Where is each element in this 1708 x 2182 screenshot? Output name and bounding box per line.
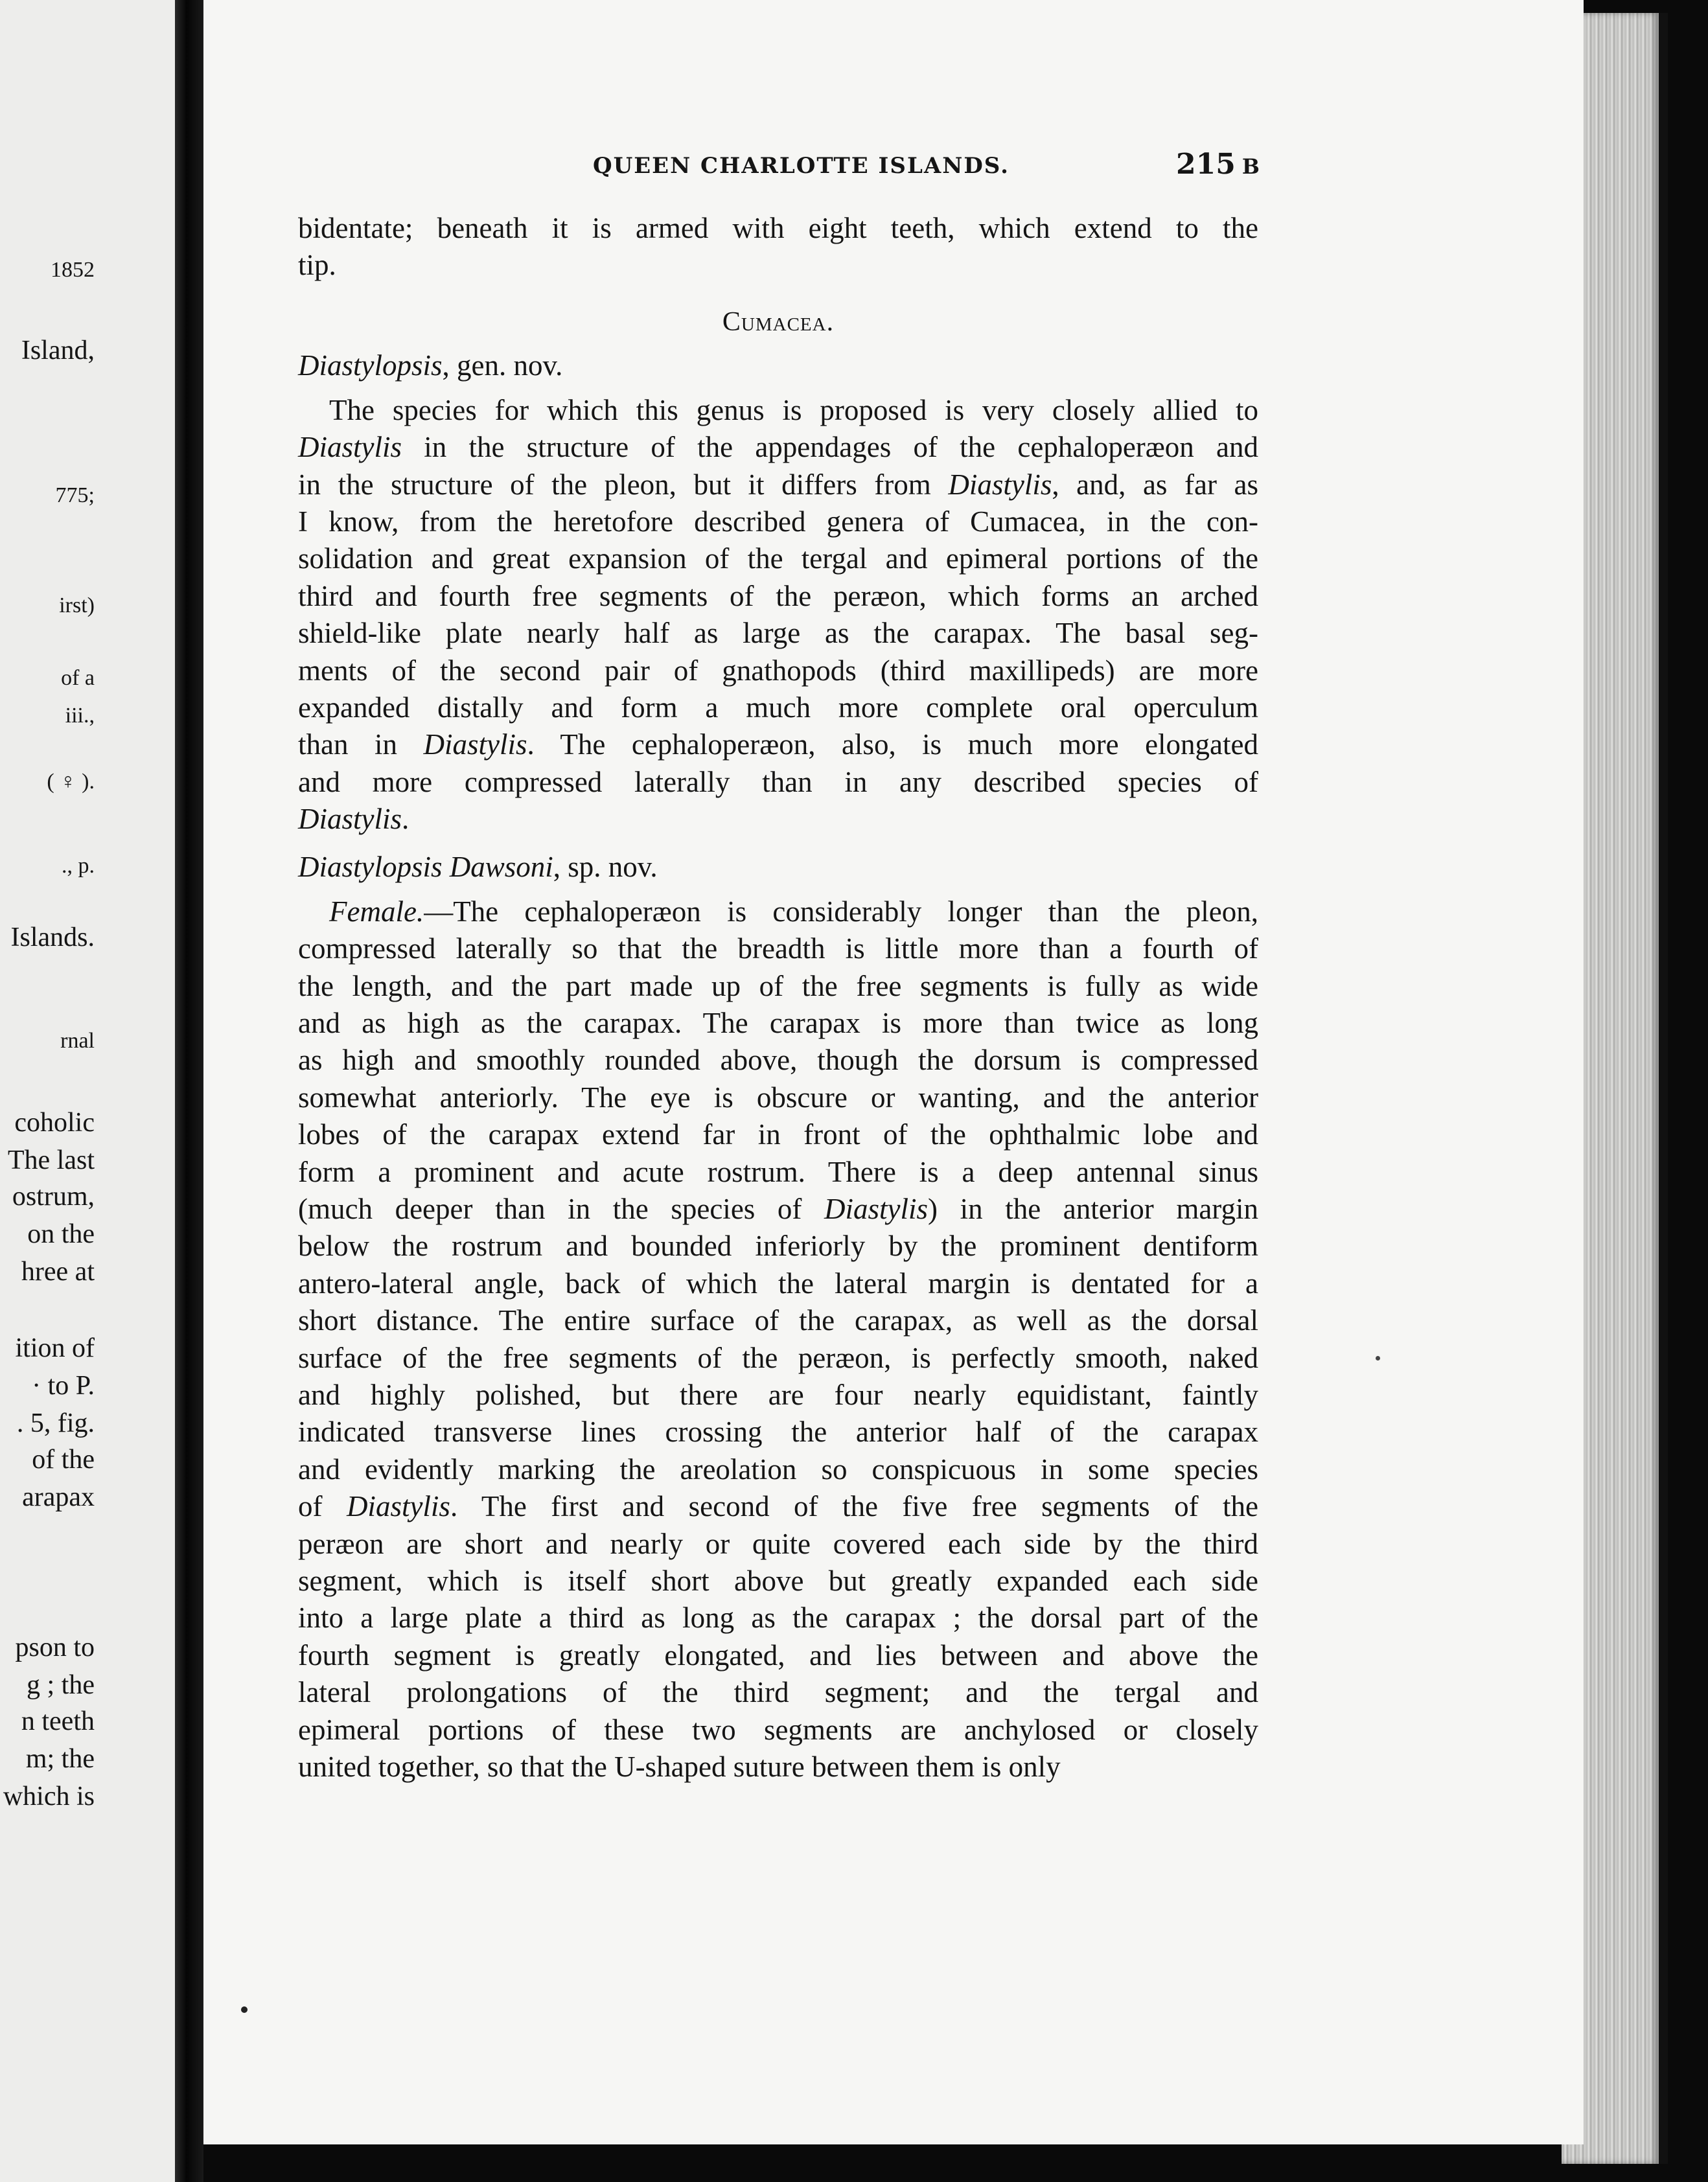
- genus-paragraph: [298, 392, 1258, 838]
- facing-page-text-fragment: of the: [32, 1445, 95, 1475]
- facing-page-text-fragment: n teeth: [21, 1706, 95, 1736]
- text-line: (much deeper than in the species of Diastylis) in the anterior margin: [298, 1192, 1258, 1225]
- text-column: [298, 210, 1258, 1786]
- facing-page-text-fragment: irst): [59, 593, 95, 617]
- text-line: and as high as the carapax. The carapax is more than twice as long: [298, 1006, 1258, 1039]
- text-line: and more compressed laterally than in any described species of: [298, 765, 1258, 798]
- text-line: somewhat anteriorly. The eye is obscure or wanting, and the anterior: [298, 1081, 1258, 1114]
- text-line: bidentate; beneath it is armed with eight teeth, which extend to the: [298, 212, 1258, 244]
- text-line: of Diastylis. The first and second of the five free segments of the: [298, 1490, 1258, 1523]
- text-line: epimeral portions of these two segments are anchylosed or closely: [298, 1713, 1258, 1746]
- text-line: antero-lateral angle, back of which the lateral margin is dentated for a: [298, 1267, 1258, 1300]
- text-line: third and fourth free segments of the peræon, which forms an arched: [298, 579, 1258, 612]
- text-line: into a large plate a third as long as the carapax ; the dorsal part of the: [298, 1602, 1258, 1635]
- text-line: The species for which this genus is proposed is very closely allied to: [329, 393, 1258, 426]
- ink-speck: [1376, 1356, 1380, 1361]
- facing-page-text-fragment: ition of: [15, 1333, 95, 1363]
- text-line: Diastylis in the structure of the appendages of the cephaloperæon and: [298, 431, 1258, 464]
- facing-page-text-fragment: iii.,: [65, 704, 95, 728]
- facing-page-text-fragment: g ; the: [27, 1670, 95, 1700]
- facing-page-text-fragment: 1852: [51, 258, 95, 282]
- text-line: Female.—The cephaloperæon is considerably longer than the pleon,: [329, 895, 1258, 928]
- book-gutter: [175, 0, 203, 2182]
- text-line: compressed laterally so that the breadth is little more than a fourth of: [298, 932, 1258, 965]
- facing-page-fragment: [0, 0, 175, 2182]
- text-line: lobes of the carapax extend far in front of the ophthalmic lobe and: [298, 1118, 1258, 1151]
- ink-speck: [241, 2006, 248, 2013]
- genus-heading: [298, 347, 1258, 384]
- facing-page-text-fragment: ostrum,: [12, 1182, 95, 1212]
- text-line: ments of the second pair of gnathopods (third maxillipeds) are more: [298, 654, 1258, 687]
- text-line: united together, so that the U-shaped suture between them is only: [298, 1751, 1061, 1784]
- species-heading: [298, 849, 1258, 886]
- page-number: [1176, 148, 1260, 181]
- text-line: I know, from the heretofore described genera of Cumacea, in the con-: [298, 505, 1258, 538]
- section-heading: Cumacea.: [722, 306, 835, 337]
- text-line: form a prominent and acute rostrum. There is a deep antennal sinus: [298, 1155, 1258, 1188]
- text-line: shield-like plate nearly half as large as the carapax. The basal seg-: [298, 617, 1258, 650]
- text-line: short distance. The entire surface of the carapax, as well as the dorsal: [298, 1304, 1258, 1337]
- text-line: indicated transverse lines crossing the anterior half of the carapax: [298, 1416, 1258, 1449]
- text-line: in the structure of the pleon, but it differs from Diastylis, and, as far as: [298, 468, 1258, 501]
- facing-page-text-fragment: ., p.: [62, 854, 95, 878]
- species-heading-rest: , sp. nov.: [553, 850, 658, 883]
- text-line: peræon are short and nearly or quite covered each side by the third: [298, 1527, 1258, 1560]
- facing-page-text-fragment: rnal: [60, 1029, 95, 1053]
- genus-name: Diastylopsis: [298, 349, 443, 382]
- facing-page-text-fragment: · to P.: [32, 1371, 95, 1401]
- text-line: fourth segment is greatly elongated, and lies between and above the: [298, 1638, 1258, 1671]
- running-header: QUEEN CHARLOTTE ISLANDS.: [593, 153, 1010, 179]
- species-paragraph: [298, 893, 1258, 1786]
- page-number-suffix: B: [1241, 154, 1260, 179]
- page-number-value: 215: [1176, 148, 1236, 181]
- species-name: Diastylopsis Dawsoni: [298, 850, 553, 883]
- text-line: solidation and great expansion of the tergal and epimeral portions of the: [298, 542, 1258, 575]
- text-line: lateral prolongations of the third segment; and the tergal and: [298, 1676, 1258, 1709]
- facing-page-text-fragment: coholic: [14, 1108, 95, 1138]
- facing-page-text-fragment: Islands.: [10, 923, 95, 952]
- text-line: segment, which is itself short above but greatly expanded each side: [298, 1565, 1258, 1597]
- facing-page-text-fragment: arapax: [22, 1482, 95, 1512]
- facing-page-text-fragment: which is: [3, 1782, 95, 1811]
- text-line: Diastylis.: [298, 803, 410, 836]
- facing-page-text-fragment: on the: [27, 1219, 95, 1249]
- text-line: tip.: [298, 249, 336, 282]
- facing-page-text-fragment: 775;: [55, 483, 95, 507]
- text-line: expanded distally and form a much more complete oral operculum: [298, 691, 1258, 724]
- facing-page-text-fragment: ( ♀ ).: [47, 770, 95, 794]
- facing-page-text-fragment: hree at: [21, 1257, 95, 1287]
- text-line: as high and smoothly rounded above, though the dorsum is compressed: [298, 1044, 1258, 1077]
- facing-page-text-fragment: Island,: [21, 336, 95, 365]
- facing-page-text-fragment: of a: [61, 666, 95, 690]
- text-line: the length, and the part made up of the free segments is fully as wide: [298, 969, 1258, 1002]
- text-line: and evidently marking the areolation so conspicuous in some species: [298, 1453, 1258, 1486]
- genus-heading-rest: , gen. nov.: [442, 349, 563, 382]
- text-line: than in Diastylis. The cephaloperæon, also, is much more elongated: [298, 728, 1259, 761]
- text-line: below the rostrum and bounded inferiorly by the prominent dentiform: [298, 1230, 1258, 1263]
- text-line: and highly polished, but there are four nearly equidistant, faintly: [298, 1378, 1258, 1411]
- facing-page-text-fragment: . 5, fig.: [16, 1408, 95, 1438]
- facing-page-text-fragment: The last: [7, 1145, 95, 1175]
- facing-page-text-fragment: pson to: [15, 1633, 95, 1662]
- intro-paragraph: [298, 210, 1258, 284]
- facing-page-text-fragment: m; the: [25, 1744, 95, 1774]
- text-line: surface of the free segments of the peræon, is perfectly smooth, naked: [298, 1341, 1258, 1374]
